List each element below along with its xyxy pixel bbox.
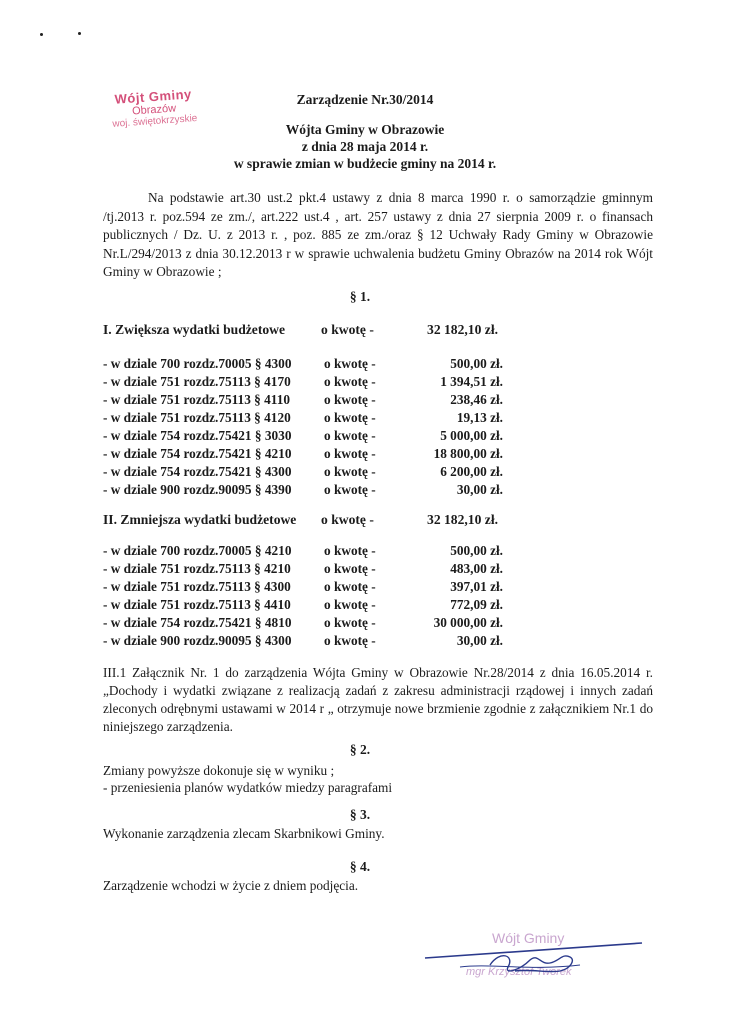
row-desc: - w dziale 754 rozdz.75421 § 4300 <box>103 464 292 479</box>
issuer: Wójta Gminy w Obrazowie <box>285 122 445 137</box>
increase-summary <box>103 322 498 340</box>
row-desc: - w dziale 751 rozdz.75113 § 4210 <box>103 561 291 576</box>
increase-total: 32 182,10 zł. <box>427 322 498 337</box>
increase-kwota-label: o kwotę - <box>321 322 374 337</box>
item-3-paragraph: III.1 Załącznik Nr. 1 do zarządzenia Wójta Gminy w Obrazowie Nr.28/2014 z dnia 16.05.2014 r. „Dochody i wydatki związane z realizacją zadań z zakresu administracji rządowej i innych zadań zleconych odrębnymi ustawami w 2014 r „ otrzymuje nowe brzmienie zgodnie z załącznikiem Nr.1 do niniejszego zarządzenia. <box>103 665 653 734</box>
section-1-symbol: § 1. <box>349 289 371 304</box>
row-amount: 238,46 zł. <box>450 392 503 407</box>
row-amount: 19,13 zł. <box>456 410 503 425</box>
row-desc: - w dziale 700 rozdz.70005 § 4210 <box>103 543 292 558</box>
table-row <box>103 356 503 374</box>
stamp-line-3: woj. świętokrzyskie <box>112 113 198 131</box>
decrease-total: 32 182,10 zł. <box>427 512 498 527</box>
section-3-text: Wykonanie zarządzenia zlecam Skarbnikowi Gminy. <box>103 826 385 841</box>
section-2-line-1: Zmiany powyższe dokonuje się w wyniku ; <box>103 763 335 778</box>
row-amount: 500,00 zł. <box>450 356 503 371</box>
row-kwota: o kwotę - <box>324 482 376 497</box>
table-row <box>103 392 503 410</box>
section-4-symbol: § 4. <box>349 859 371 874</box>
scan-speck <box>40 33 43 36</box>
row-kwota: o kwotę - <box>324 579 376 594</box>
table-row <box>103 633 503 651</box>
increase-title: I. Zwiększa wydatki budżetowe <box>103 322 286 337</box>
row-amount: 30,00 zł. <box>456 482 503 497</box>
signature-stamp-title: Wójt Gminy <box>492 930 565 946</box>
section-4-text: Zarządzenie wchodzi w życie z dniem podjęcia. <box>103 878 359 893</box>
row-amount: 500,00 zł. <box>450 543 503 558</box>
row-kwota: o kwotę - <box>324 446 376 461</box>
row-amount: 30 000,00 zł. <box>433 615 503 630</box>
row-amount: 772,09 zł. <box>450 597 503 612</box>
row-kwota: o kwotę - <box>324 374 376 389</box>
table-row <box>103 579 503 597</box>
row-desc: - w dziale 751 rozdz.75113 § 4170 <box>103 374 291 389</box>
stamp-line-1: Wójt Gminy <box>114 86 193 107</box>
decrease-kwota-label: o kwotę - <box>321 512 374 527</box>
decrease-summary <box>103 512 498 530</box>
row-kwota: o kwotę - <box>324 392 376 407</box>
preamble: Na podstawie art.30 ust.2 pkt.4 ustawy z dnia 8 marca 1990 r. o samorządzie gminnym /tj.2013 r. poz.594 ze zm./, art.222 ust.4 , art. 257 ustawy z dnia 27 sierpnia 2009 r. o finansach publicznych / Dz. U. z 2013 r. , poz. 885 ze zm./oraz § 12 Uchwały Rady Gminy w Obrazowie Nr.L/294/2013 z dnia 30.12.2013 r w sprawie uchwalenia budżetu Gminy Obrazów na 2014 rok Wójt Gminy w Obrazowie ; <box>103 190 653 279</box>
section-3-symbol: § 3. <box>349 807 371 822</box>
table-row <box>103 374 503 392</box>
row-desc: - w dziale 754 rozdz.75421 § 4810 <box>103 615 292 630</box>
table-row <box>103 543 503 561</box>
row-amount: 397,01 zł. <box>450 579 503 594</box>
scan-speck <box>78 32 81 35</box>
row-kwota: o kwotę - <box>324 615 376 630</box>
table-row <box>103 482 503 500</box>
table-row <box>103 464 503 482</box>
table-row <box>103 597 503 615</box>
document-date: z dnia 28 maja 2014 r. <box>301 139 429 154</box>
row-desc: - w dziale 751 rozdz.75113 § 4110 <box>103 392 291 407</box>
row-desc: - w dziale 751 rozdz.75113 § 4410 <box>103 597 291 612</box>
row-kwota: o kwotę - <box>324 410 376 425</box>
row-amount: 483,00 zł. <box>450 561 503 576</box>
row-kwota: o kwotę - <box>324 356 376 371</box>
row-kwota: o kwotę - <box>324 543 376 558</box>
decrease-title: II. Zmniejsza wydatki budżetowe <box>103 512 297 527</box>
table-row <box>103 561 503 579</box>
signature-stamp-name: mgr Krzysztof Tworek <box>466 966 572 978</box>
row-desc: - w dziale 754 rozdz.75421 § 4210 <box>103 446 292 461</box>
row-amount: 30,00 zł. <box>456 633 503 648</box>
table-row <box>103 446 503 464</box>
row-kwota: o kwotę - <box>324 633 376 648</box>
section-2-symbol: § 2. <box>349 742 371 757</box>
row-kwota: o kwotę - <box>324 428 376 443</box>
row-amount: 18 800,00 zł. <box>433 446 503 461</box>
row-desc: - w dziale 900 rozdz.90095 § 4390 <box>103 482 292 497</box>
stamp-line-2: Obrazów <box>131 102 177 118</box>
document-title: Zarządzenie Nr.30/2014 <box>296 92 434 107</box>
row-amount: 6 200,00 zł. <box>440 464 503 479</box>
row-desc: - w dziale 754 rozdz.75421 § 3030 <box>103 428 292 443</box>
table-row <box>103 410 503 428</box>
row-desc: - w dziale 900 rozdz.90095 § 4300 <box>103 633 292 648</box>
row-amount: 5 000,00 zł. <box>440 428 503 443</box>
row-kwota: o kwotę - <box>324 464 376 479</box>
row-desc: - w dziale 751 rozdz.75113 § 4300 <box>103 579 291 594</box>
handwritten-signature <box>420 925 650 985</box>
section-2-line-2: - przeniesienia planów wydatków miedzy paragrafami <box>103 780 393 795</box>
row-kwota: o kwotę - <box>324 597 376 612</box>
table-row <box>103 615 503 633</box>
row-desc: - w dziale 751 rozdz.75113 § 4120 <box>103 410 291 425</box>
table-row <box>103 428 503 446</box>
row-amount: 1 394,51 zł. <box>440 374 503 389</box>
document-subject: w sprawie zmian w budżecie gminy na 2014 r. <box>233 156 497 171</box>
row-desc: - w dziale 700 rozdz.70005 § 4300 <box>103 356 292 371</box>
row-kwota: o kwotę - <box>324 561 376 576</box>
